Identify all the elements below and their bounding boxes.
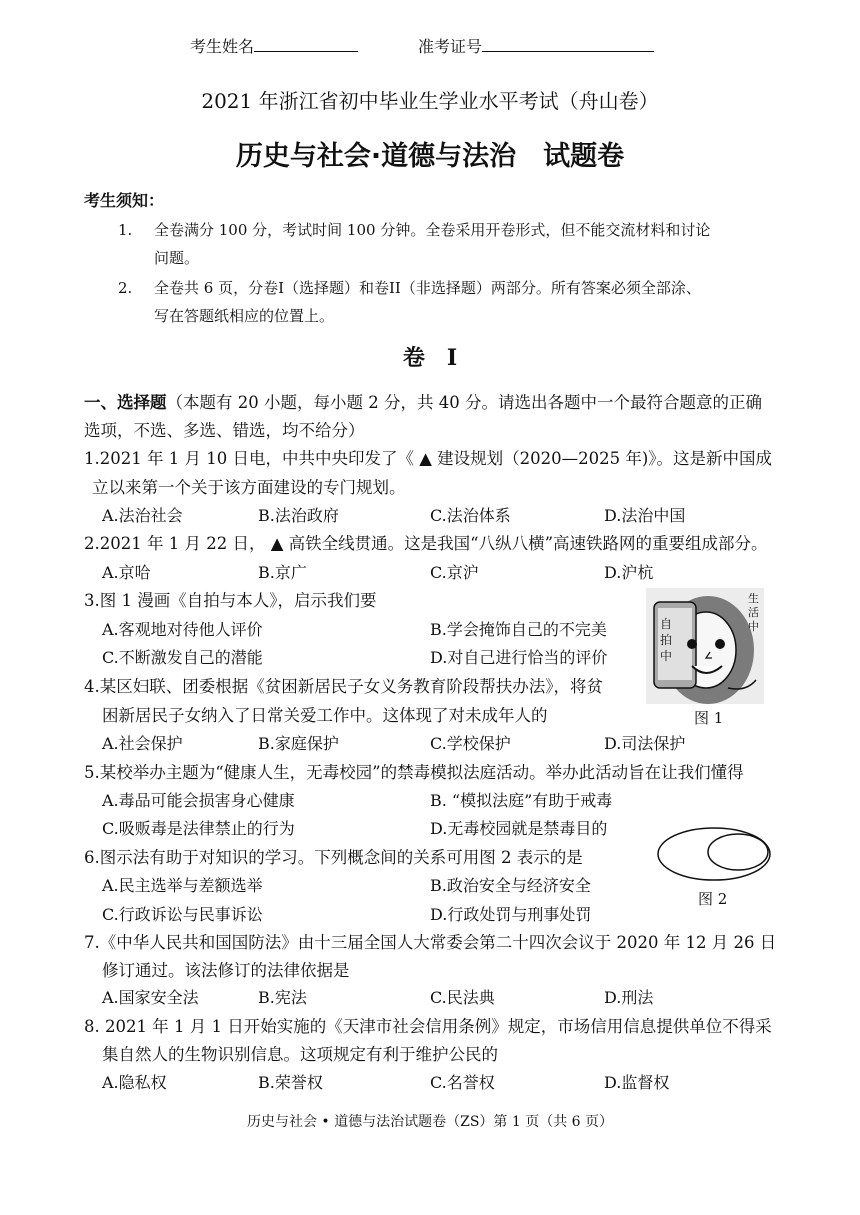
q4-option-a[interactable]: A.社会保护 — [102, 734, 183, 753]
id-label: 准考证号 — [418, 36, 654, 58]
q1-stem-1: 1.2021 年 1 月 10 日电，中共中央印发了《 ▲ 建设规划（2020—2025 年)》。这是新中国成 — [84, 449, 773, 468]
q7-option-c[interactable]: C.民法典 — [430, 988, 495, 1007]
q8-option-d[interactable]: D.监督权 — [604, 1073, 670, 1092]
figure-1-caption: 图 1 — [694, 709, 724, 727]
notice-item-2-line1: 全卷共 6 页，分卷I（选择题）和卷II（非选择题）两部分。所有答案必须全部涂、 — [154, 279, 701, 297]
notice-item-1-line2: 问题。 — [154, 249, 200, 267]
q8-stem-1: 8. 2021 年 1 月 1 日开始实施的《天津市社会信用条例》规定，市场信用信息提供单位不得采 — [84, 1017, 772, 1036]
q6-option-d[interactable]: D.行政处罚与刑事处罚 — [430, 905, 592, 924]
q5-option-a[interactable]: A.毒品可能会损害身心健康 — [102, 791, 295, 810]
notice-heading: 考生须知： — [84, 191, 165, 210]
notice-item-2-num: 2. — [118, 279, 133, 297]
section-title: 卷 I — [402, 345, 458, 371]
q2-option-d[interactable]: D.沪杭 — [604, 563, 654, 582]
notice-item-1-line1: 全卷满分 100 分，考试时间 100 分钟。全卷采用开卷形式，但不能交流材料和讨论 — [154, 221, 711, 239]
q1-option-c[interactable]: C.法治体系 — [430, 506, 511, 525]
q2-stem-1: 2.2021 年 1 月 22 日， ▲ 高铁全线贯通。这是我国“八纵八横”高速铁路网的重要组成部分。 — [84, 534, 768, 553]
figure-1-cartoon — [646, 588, 764, 704]
q4-stem-1: 4.某区妇联、团委根据《贫困新居民子女义务教育阶段帮扶办法》，将贫 — [84, 677, 603, 696]
figure-2-ellipse-diagram — [656, 826, 772, 882]
q7-option-d[interactable]: D.刑法 — [604, 988, 654, 1007]
q1-option-b[interactable]: B.法治政府 — [258, 506, 339, 525]
q5-option-b[interactable]: B. “模拟法庭”有助于戒毒 — [430, 791, 613, 810]
part1-desc-2: 选项，不选、多选、错选，均不给分） — [84, 421, 365, 440]
q6-option-b[interactable]: B.政治安全与经济安全 — [430, 876, 591, 895]
q3-option-b[interactable]: B.学会掩饰自己的不完美 — [430, 620, 607, 639]
paper-title: 历史与社会·道德与法治 试题卷 — [235, 141, 625, 172]
q5-option-d[interactable]: D.无毒校园就是禁毒目的 — [430, 819, 608, 838]
q7-option-b[interactable]: B.宪法 — [258, 988, 307, 1007]
part1-heading-line1 — [84, 392, 762, 414]
page-footer: 历史与社会 • 道德与法治试题卷（ZS）第 1 页（共 6 页） — [246, 1114, 614, 1130]
name-label: 考生姓名 — [190, 36, 358, 58]
q3-stem-1: 3.图 1 漫画《自拍与本人》，启示我们要 — [84, 591, 377, 610]
q6-stem-1: 6.图示法有助于对知识的学习。下列概念间的关系可用图 2 表示的是 — [84, 848, 583, 867]
q7-option-a[interactable]: A.国家安全法 — [102, 988, 199, 1007]
q5-option-c[interactable]: C.吸贩毒是法律禁止的行为 — [102, 819, 295, 838]
exam-title: 2021 年浙江省初中毕业生学业水平考试（舟山卷） — [201, 89, 659, 113]
fig1-side-text: 生活中 — [748, 592, 759, 633]
q2-option-a[interactable]: A.京哈 — [102, 563, 151, 582]
q3-option-a[interactable]: A.客观地对待他人评价 — [102, 620, 263, 639]
q2-option-c[interactable]: C.京沪 — [430, 563, 479, 582]
q8-option-a[interactable]: A.隐私权 — [102, 1073, 167, 1092]
q4-option-b[interactable]: B.家庭保护 — [258, 734, 339, 753]
q8-stem-2: 集自然人的生物识别信息。这项规定有利于维护公民的 — [102, 1045, 498, 1064]
q8-option-b[interactable]: B.荣誉权 — [258, 1073, 323, 1092]
q7-stem-1: 7.《中华人民共和国国防法》由十三届全国人大常委会第二十四次会议于 2020 年 12 月 26 日 — [84, 933, 777, 952]
q7-stem-2: 修订通过。该法修订的法律依据是 — [102, 961, 350, 980]
q5-stem-1: 5.某校举办主题为“健康人生，无毒校园”的禁毒模拟法庭活动。举办此活动旨在让我们懂得 — [84, 763, 744, 782]
q1-option-d[interactable]: D.法治中国 — [604, 506, 686, 525]
q2-option-b[interactable]: B.京广 — [258, 563, 307, 582]
q6-option-a[interactable]: A.民主选举与差额选举 — [102, 876, 263, 895]
notice-item-1-num: 1. — [118, 221, 133, 239]
q1-stem-2: 立以来第一个关于该方面建设的专门规划。 — [92, 478, 406, 497]
q4-stem-2: 困新居民子女纳入了日常关爱工作中。这体现了对未成年人的 — [102, 706, 548, 725]
q1-option-a[interactable]: A.法治社会 — [102, 506, 183, 525]
figure-2-caption: 图 2 — [698, 890, 728, 908]
q4-option-c[interactable]: C.学校保护 — [430, 734, 511, 753]
notice-item-2-line2: 写在答题纸相应的位置上。 — [154, 307, 335, 325]
fig1-phone-text: 自拍中 — [660, 617, 673, 663]
part1-heading: 一、选择题 — [84, 393, 167, 412]
q4-option-d[interactable]: D.司法保护 — [604, 734, 686, 753]
part1-desc-1: （本题有 20 小题，每小题 2 分，共 40 分。请选出各题中一个最符合题意的正确 — [166, 393, 762, 412]
q8-option-c[interactable]: C.名誉权 — [430, 1073, 495, 1092]
q3-option-d[interactable]: D.对自己进行恰当的评价 — [430, 648, 608, 667]
q6-option-c[interactable]: C.行政诉讼与民事诉讼 — [102, 905, 263, 924]
q3-option-c[interactable]: C.不断激发自己的潜能 — [102, 648, 263, 667]
